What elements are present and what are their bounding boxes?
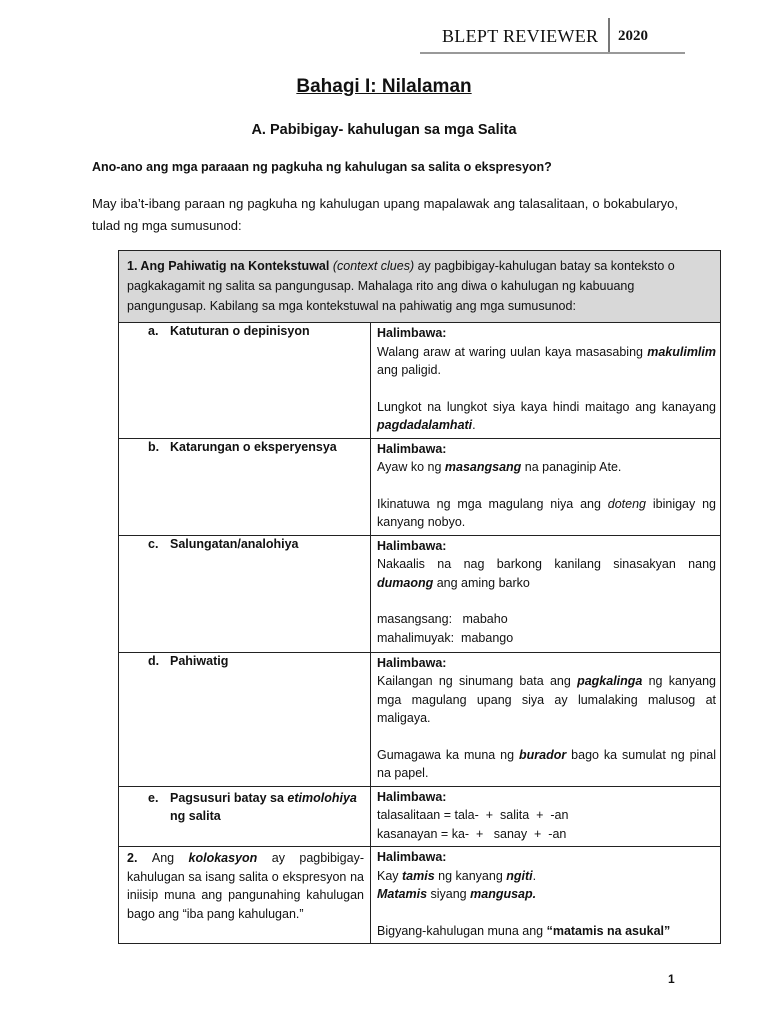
example-heading: Halimbawa: [377, 850, 447, 864]
example-heading: Halimbawa: [377, 326, 447, 340]
header-title: BLEPT REVIEWER [442, 26, 599, 46]
row-label-text: Katuturan o depinisyon [170, 324, 310, 338]
table-row [119, 438, 721, 535]
row-label-d: d. Pahiwatig [119, 652, 371, 786]
example-heading: Halimbawa: [377, 655, 447, 670]
definition-box [119, 251, 721, 323]
header-year: 2020 [618, 28, 648, 44]
intro-paragraph: May iba’t-ibang paraan ng pagkuha ng kahulugan upang mapalawak ang talasalitaan, o bokabularyo, tulad ng mga sumusunod: [92, 196, 678, 233]
row-label-text: Pahiwatig [170, 653, 229, 668]
row-label-c: c. Salungatan/analohiya [119, 535, 371, 652]
question-text: Ano-ano ang mga paraaan ng pagkuha ng kahulugan sa salita o ekspresyon? [92, 160, 552, 174]
table-row [119, 786, 721, 847]
box-paren: (context clues) [332, 259, 415, 273]
row-example-a: Halimbawa: Walang araw at waring uulan kaya masasabing makulimlim ang paligid. Lungkot na lungkot siya kaya hindi maitago ang kanayang pagdadalamhati. [371, 323, 721, 439]
page-number: 1 [668, 972, 675, 986]
example-heading: Halimbawa: [377, 441, 447, 456]
table-row [119, 652, 721, 786]
table-row [119, 847, 721, 944]
row-example-f: Halimbawa: Kay tamis ng kanyang ngiti. Matamis siyang mangusap. Bigyang-kahulugan muna ang “matamis na asukal” [371, 847, 721, 944]
row-example-b: Halimbawa: Ayaw ko ng masangsang na panaginip Ate. Ikinatuwa ng mga magulang niya ang doteng ibinigay ng kanyang nobyo. [371, 438, 721, 535]
table-row [119, 535, 721, 652]
box-rest: ay pagbibigay-kahulugan batay sa konteksto o pagkakagamit ng salita sa pangungusap. Mahalaga rito ang diwa o kahulugan ng kabuuang pangungusap. Kabilang sa mga kontekstuwal na pahiwatig ang mga sumusunod: [127, 259, 675, 313]
row-label-text: Katarungan o eksperyensya [170, 439, 337, 454]
row-label-b: b. Katarungan o eksperyensya [119, 438, 371, 535]
box-lead: 1. Ang Pahiwatig na Kontekstuwal [127, 259, 330, 273]
row-label-e: e. Pagsusuri batay sa etimolohiya ng salita [119, 786, 371, 847]
example-heading: Halimbawa: [377, 538, 447, 553]
example-heading: Halimbawa: [377, 789, 447, 804]
part-title: Bahagi I: Nilalaman [296, 76, 472, 97]
header-rule [420, 52, 685, 54]
table-row [119, 323, 721, 439]
row-label-text: Salungatan/analohiya [170, 536, 299, 551]
page-header [420, 18, 685, 54]
context-clues-table [118, 250, 721, 944]
row-example-e: Halimbawa: talasalitaan = tala- + salita + -an kasanayan = ka- + sanay + -an [371, 786, 721, 847]
row-example-d: Halimbawa: Kailangan ng sinumang bata ang pagkalinga ng kanyang mga magulang upang siya ay lumalaking malusog at maligaya. Gumagawa ka muna ng burador bago ka sumulat ng pinal na papel. [371, 652, 721, 786]
header-divider [608, 18, 610, 54]
row-label-kolokasyon: 2. Ang kolokasyon ay pagbibigay-kahulugan sa isang salita o ekspresyon na iniisip muna ang pangunahing kahulugan bago ang “iba pang kahulugan.” [119, 847, 371, 944]
row-label-text: Pagsusuri batay sa etimolohiya ng salita [170, 790, 357, 823]
row-example-c: Halimbawa: Nakaalis na nag barkong kanilang sinasakyan nang dumaong ang aming barko masangsang: mabaho mahalimuyak: mabango [371, 535, 721, 652]
section-title: A. Pabibigay- kahulugan sa mga Salita [251, 122, 517, 138]
row-label-a: a. Katuturan o depinisyon [119, 323, 371, 439]
